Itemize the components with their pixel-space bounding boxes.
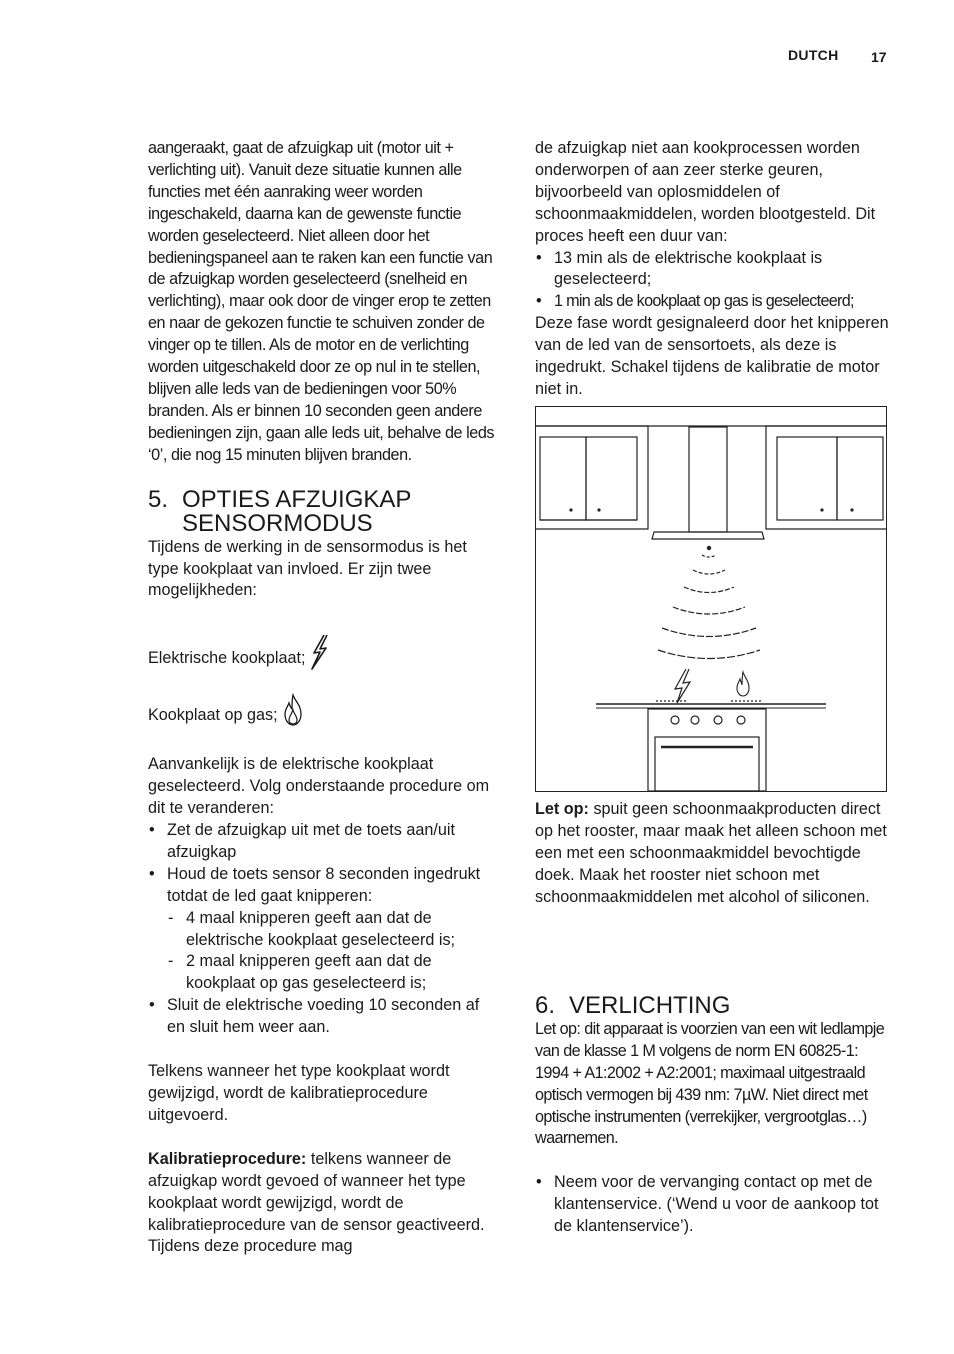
page-number: 17 (871, 49, 887, 65)
list-item: - 4 maal knipperen geeft aan dat de elektrische kookplaat geselecteerd is; (167, 908, 500, 952)
gas-hob-option (148, 689, 500, 727)
section-5-intro: Tijdens de werking in de sensormodus is het type kookplaat van invloed. Er zijn twee mogelijkheden: (148, 537, 467, 600)
section-6-number: 6. (535, 992, 556, 1020)
section-6-title-text: VERLICHTING (569, 992, 731, 1020)
list-item (148, 864, 500, 995)
left-column (148, 138, 500, 1258)
section-5-title-line1: OPTIES AFZUIGKAP (182, 485, 412, 513)
right-column (535, 138, 891, 1238)
cleaning-note-text: spuit geen schoonmaakproducten direct op het rooster, maar maak het alleen schoon met een met een schoonmaakmiddel bevochtigde doek. Maak het rooster niet schoon met schoonmaakmiddelen met alcohol of siliconen. (535, 799, 887, 906)
list-item: • 13 min als de elektrische kookplaat is geselecteerd; (535, 248, 891, 292)
list-item: - 2 maal knipperen geeft aan dat de kookplaat op gas geselecteerd is; (167, 951, 500, 995)
procedure-list (148, 820, 500, 1039)
change-note-paragraph: Telkens wanneer het type kookplaat wordt gewijzigd, wordt de kalibratieprocedure uitgevoerd. (148, 1062, 450, 1124)
initial-paragraph: Aanvankelijk is de elektrische kookplaat geselecteerd. Volg onderstaande procedure om dit te veranderen: (148, 755, 490, 818)
hood-illustration (536, 407, 886, 791)
continuation-paragraph: de afzuigkap niet aan kookprocessen worden onderworpen of aan zeer sterke geuren, bijvoorbeeld van oplosmiddelen of schoonmaakmiddelen, worden blootgesteld. Dit proces heeft een duur van: (535, 139, 876, 245)
flame-icon (282, 693, 304, 727)
electric-hob-option (148, 632, 500, 670)
lighting-list (535, 1172, 891, 1238)
list-item: • Sluit de elektrische voeding 10 seconden af en sluit hem weer aan. (148, 995, 500, 1039)
list-item-text: Houd de toets sensor 8 seconden ingedrukt totdat de led gaat knipperen: (167, 864, 481, 905)
section-5-title-line2: SENSORMODUS (182, 510, 373, 538)
blink-list (167, 908, 500, 996)
calibration-paragraph (148, 1149, 500, 1259)
list-item: • Neem voor de vervanging contact op met de klantenservice. (‘Wend u voor de aankoop tot de klantenservice’). (535, 1172, 891, 1238)
intro-paragraph: aangeraakt, gaat de afzuigkap uit (motor uit + verlichting uit). Vanuit deze situatie kunnen alle functies met één aanraking weer worden ingeschakeld, daarna kan de gewenste functie worden geselecteerd. Niet alleen door het bedieningspaneel aan te raken kan een functie van de afzuigkap worden geselecteerd (snelheid en verlichting), maar ook door de vinger erop te zetten en naar de gekozen functie te schuiven zonder de vinger op te tillen. Als de motor en de verlichting worden uitgeschakeld door ze op nul in te stellen, blijven alle leds van de bedieningen voor 50% branden. Als er binnen 10 seconden geen andere bedieningen zijn, gaan alle leds uit, behalve de leds ‘0’, die nog 15 minuten blijven branden. (148, 139, 495, 464)
lighting-paragraph: Let op: dit apparaat is voorzien van een wit ledlampje van de klasse 1 M volgens de norm EN 60825-1: 1994 + A1:2002 + A2:2001; maximaal uitgestraald optisch vermogen bij 439 nm: 7µW. Niet direct met optische instrumenten (verrekijker, vergrootglas…) waarnemen. (535, 1019, 885, 1148)
lightning-icon (309, 634, 329, 670)
gas-hob-label: Kookplaat op gas; (148, 706, 278, 725)
calibration-label: Kalibratieprocedure: (148, 1149, 307, 1168)
list-item: • 1 min als de kookplaat op gas is geselecteerd; (535, 291, 891, 313)
section-5-number: 5. (148, 485, 169, 513)
phase-paragraph: Deze fase wordt gesignaleerd door het knipperen van de led van de sensortoets, als deze is ingedrukt. Schakel tijdens de kalibratie de motor niet in. (535, 314, 889, 398)
list-item: • Zet de afzuigkap uit met de toets aan/uit afzuigkap (148, 820, 500, 864)
section-5-title (148, 485, 500, 538)
duration-list (535, 248, 891, 314)
calibration-text: telkens wanneer de afzuigkap wordt gevoed of wanneer het type kookplaat wordt gewijzigd, wordt de kalibratieprocedure van de sensor geactiveerd. Tijdens deze procedure mag (148, 1149, 485, 1256)
hood-diagram (535, 406, 887, 792)
cleaning-note-paragraph (535, 799, 891, 909)
header-language: DUTCH (788, 47, 839, 63)
cleaning-note-label: Let op: (535, 799, 589, 818)
electric-hob-label: Elektrische kookplaat; (148, 649, 306, 668)
section-6-title (535, 994, 891, 1019)
